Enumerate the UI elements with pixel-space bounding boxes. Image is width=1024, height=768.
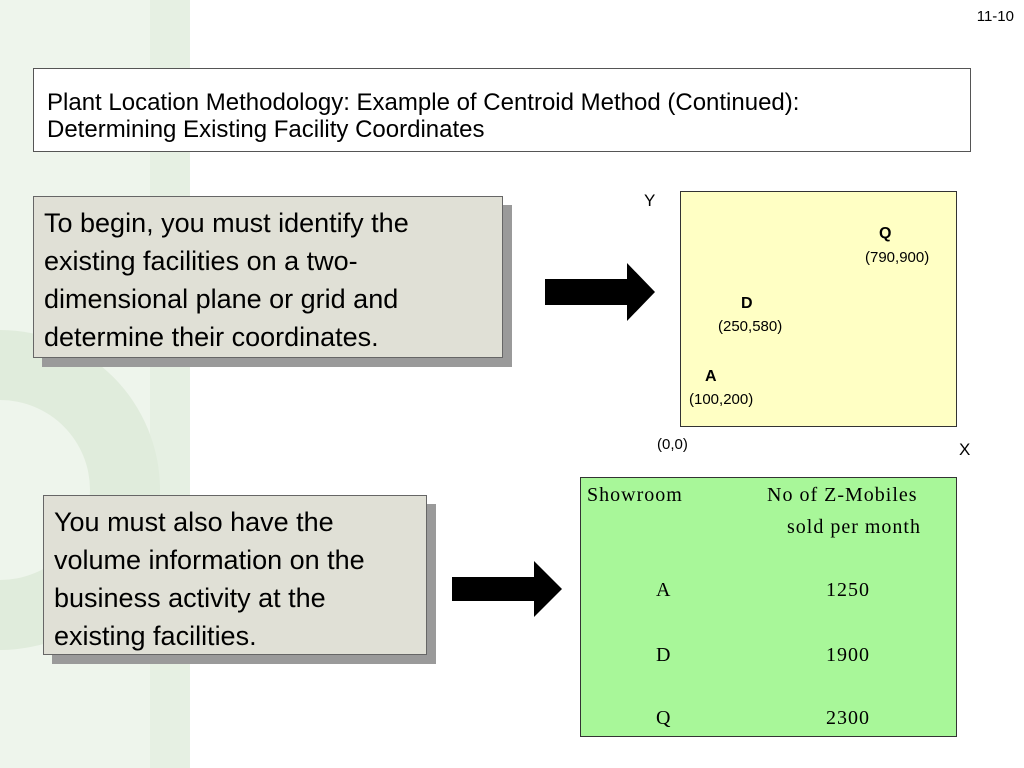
right-arrow-icon: [452, 561, 564, 617]
x-axis-label: X: [959, 440, 971, 459]
callout-volume-information: [43, 495, 427, 655]
table-cell-value: 1250: [826, 579, 870, 601]
table-cell-showroom: A: [656, 579, 672, 601]
callout-line: volume information on the: [54, 545, 365, 575]
sales-volume-table: [580, 477, 957, 737]
callout-line: business activity at the: [54, 583, 326, 613]
table-header-volume: No of Z-Mobiles: [767, 484, 918, 506]
point-d-coords: (250,580): [718, 318, 783, 335]
right-arrow-icon: [545, 263, 657, 321]
table-cell-showroom: D: [656, 644, 672, 666]
origin-label: (0,0): [657, 436, 688, 453]
callout-line: existing facilities on a two-: [44, 246, 358, 276]
slide-number: 11-10: [976, 8, 1014, 25]
point-q-label: Q: [879, 225, 892, 242]
title-line-2: Determining Existing Facility Coordinates: [47, 116, 485, 143]
point-d-label: D: [741, 295, 753, 312]
coordinate-grid: [680, 191, 957, 427]
table-header-showroom: Showroom: [587, 484, 683, 506]
callout-line: determine their coordinates.: [44, 322, 379, 352]
y-axis-label: Y: [644, 191, 656, 210]
callout-line: existing facilities.: [54, 621, 257, 651]
callout-line: You must also have the: [54, 507, 334, 537]
point-q-coords: (790,900): [865, 249, 930, 266]
title-line-1: Plant Location Methodology: Example of Centroid Method (Continued):: [47, 89, 800, 116]
callout-line: To begin, you must identify the: [44, 208, 409, 238]
table-header-volume-cont: sold per month: [787, 516, 921, 538]
title-box: [33, 68, 971, 152]
table-cell-value: 2300: [826, 707, 870, 729]
table-cell-showroom: Q: [656, 707, 672, 729]
table-cell-value: 1900: [826, 644, 870, 666]
callout-identify-facilities: [33, 196, 503, 358]
callout-line: dimensional plane or grid and: [44, 284, 399, 314]
point-a-coords: (100,200): [689, 391, 754, 408]
point-a-label: A: [705, 368, 717, 385]
